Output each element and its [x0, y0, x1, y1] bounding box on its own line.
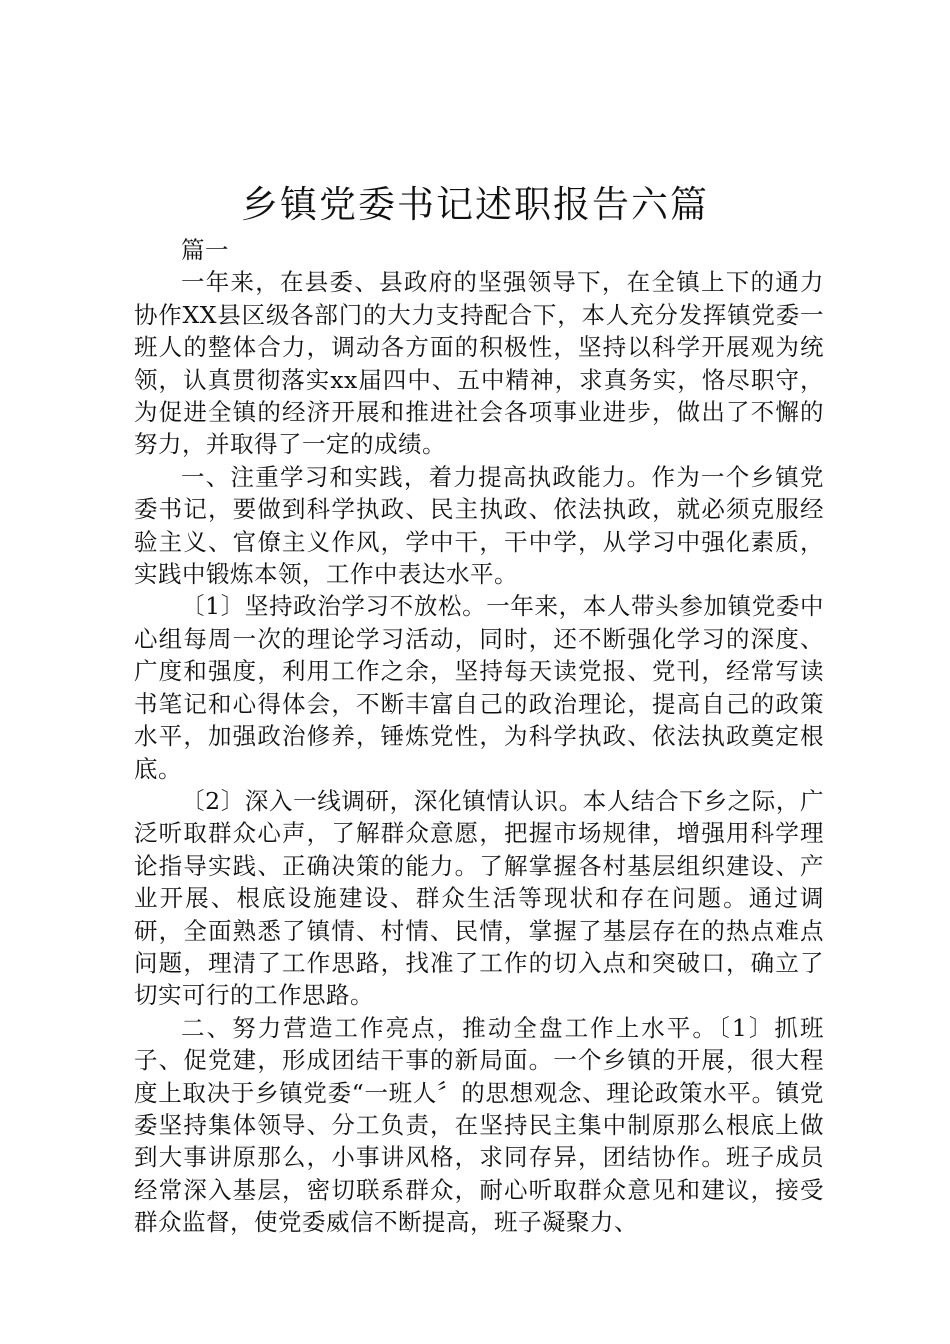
section-one-paragraph: 一、注重学习和实践，着力提高执政能力。作为一个乡镇党委书记，要做到科学执政、民主执政、依法执政，就必须克服经验主义、官僚主义作风，学中干，干中学，从学习中强化素质，实践中锻炼本领，工作中表达水平。 — [134, 462, 824, 589]
document-title: 乡镇党委书记述职报告六篇 — [241, 183, 709, 226]
section-two-paragraph: 二、努力营造工作亮点，推动全盘工作上水平。〔1〕抓班子、促党建，形成团结干事的新局面。一个乡镇的开展，很大程度上取决于乡镇党委“一班人〞的思想观念、理论政策水平。镇党委坚持集体领导、分工负责，在坚持民主集中制原那么根底上做到大事讲原那么，小事讲风格，求同存异，团结协作。班子成员经常深入基层，密切联系群众，耐心听取群众意见和建议，接受群众监督，使党委威信不断提高，班子凝聚力、 — [134, 1013, 824, 1237]
item-two-paragraph: 〔2〕深入一线调研，深化镇情认识。本人结合下乡之际，广泛听取群众心声，了解群众意愿，把握市场规律，增强用科学理论指导实践、正确决策的能力。了解掌握各村基层组织建设、产业开展、根底设施建设、群众生活等现状和存在问题。通过调研，全面熟悉了镇情、村情、民情，掌握了基层存在的热点难点问题，理清了工作思路，找准了工作的切入点和突破口，确立了切实可行的工作思路。 — [134, 786, 824, 1010]
intro-paragraph: 一年来，在县委、县政府的坚强领导下，在全镇上下的通力协作XX县区级各部门的大力支持配合下，本人充分发挥镇党委一班人的整体合力，调动各方面的积极性，坚持以科学开展观为统领，认真贯彻落实xx届四中、五中精神，求真务实，恪尽职守，为促进全镇的经济开展和推进社会各项事业进步，做出了不懈的努力，并取得了一定的成绩。 — [134, 268, 824, 459]
item-one-paragraph: 〔1〕坚持政治学习不放松。一年来，本人带头参加镇党委中心组每周一次的理论学习活动，同时，还不断强化学习的深度、广度和强度，利用工作之余，坚持每天读党报、党刊，经常写读书笔记和心得体会，不断丰富自己的政治理论，提高自己的政策水平，加强政治修养，锤炼党性，为科学执政、依法执政奠定根底。 — [134, 592, 824, 783]
section-label: 篇一 — [181, 236, 229, 264]
document-body — [134, 234, 824, 1239]
